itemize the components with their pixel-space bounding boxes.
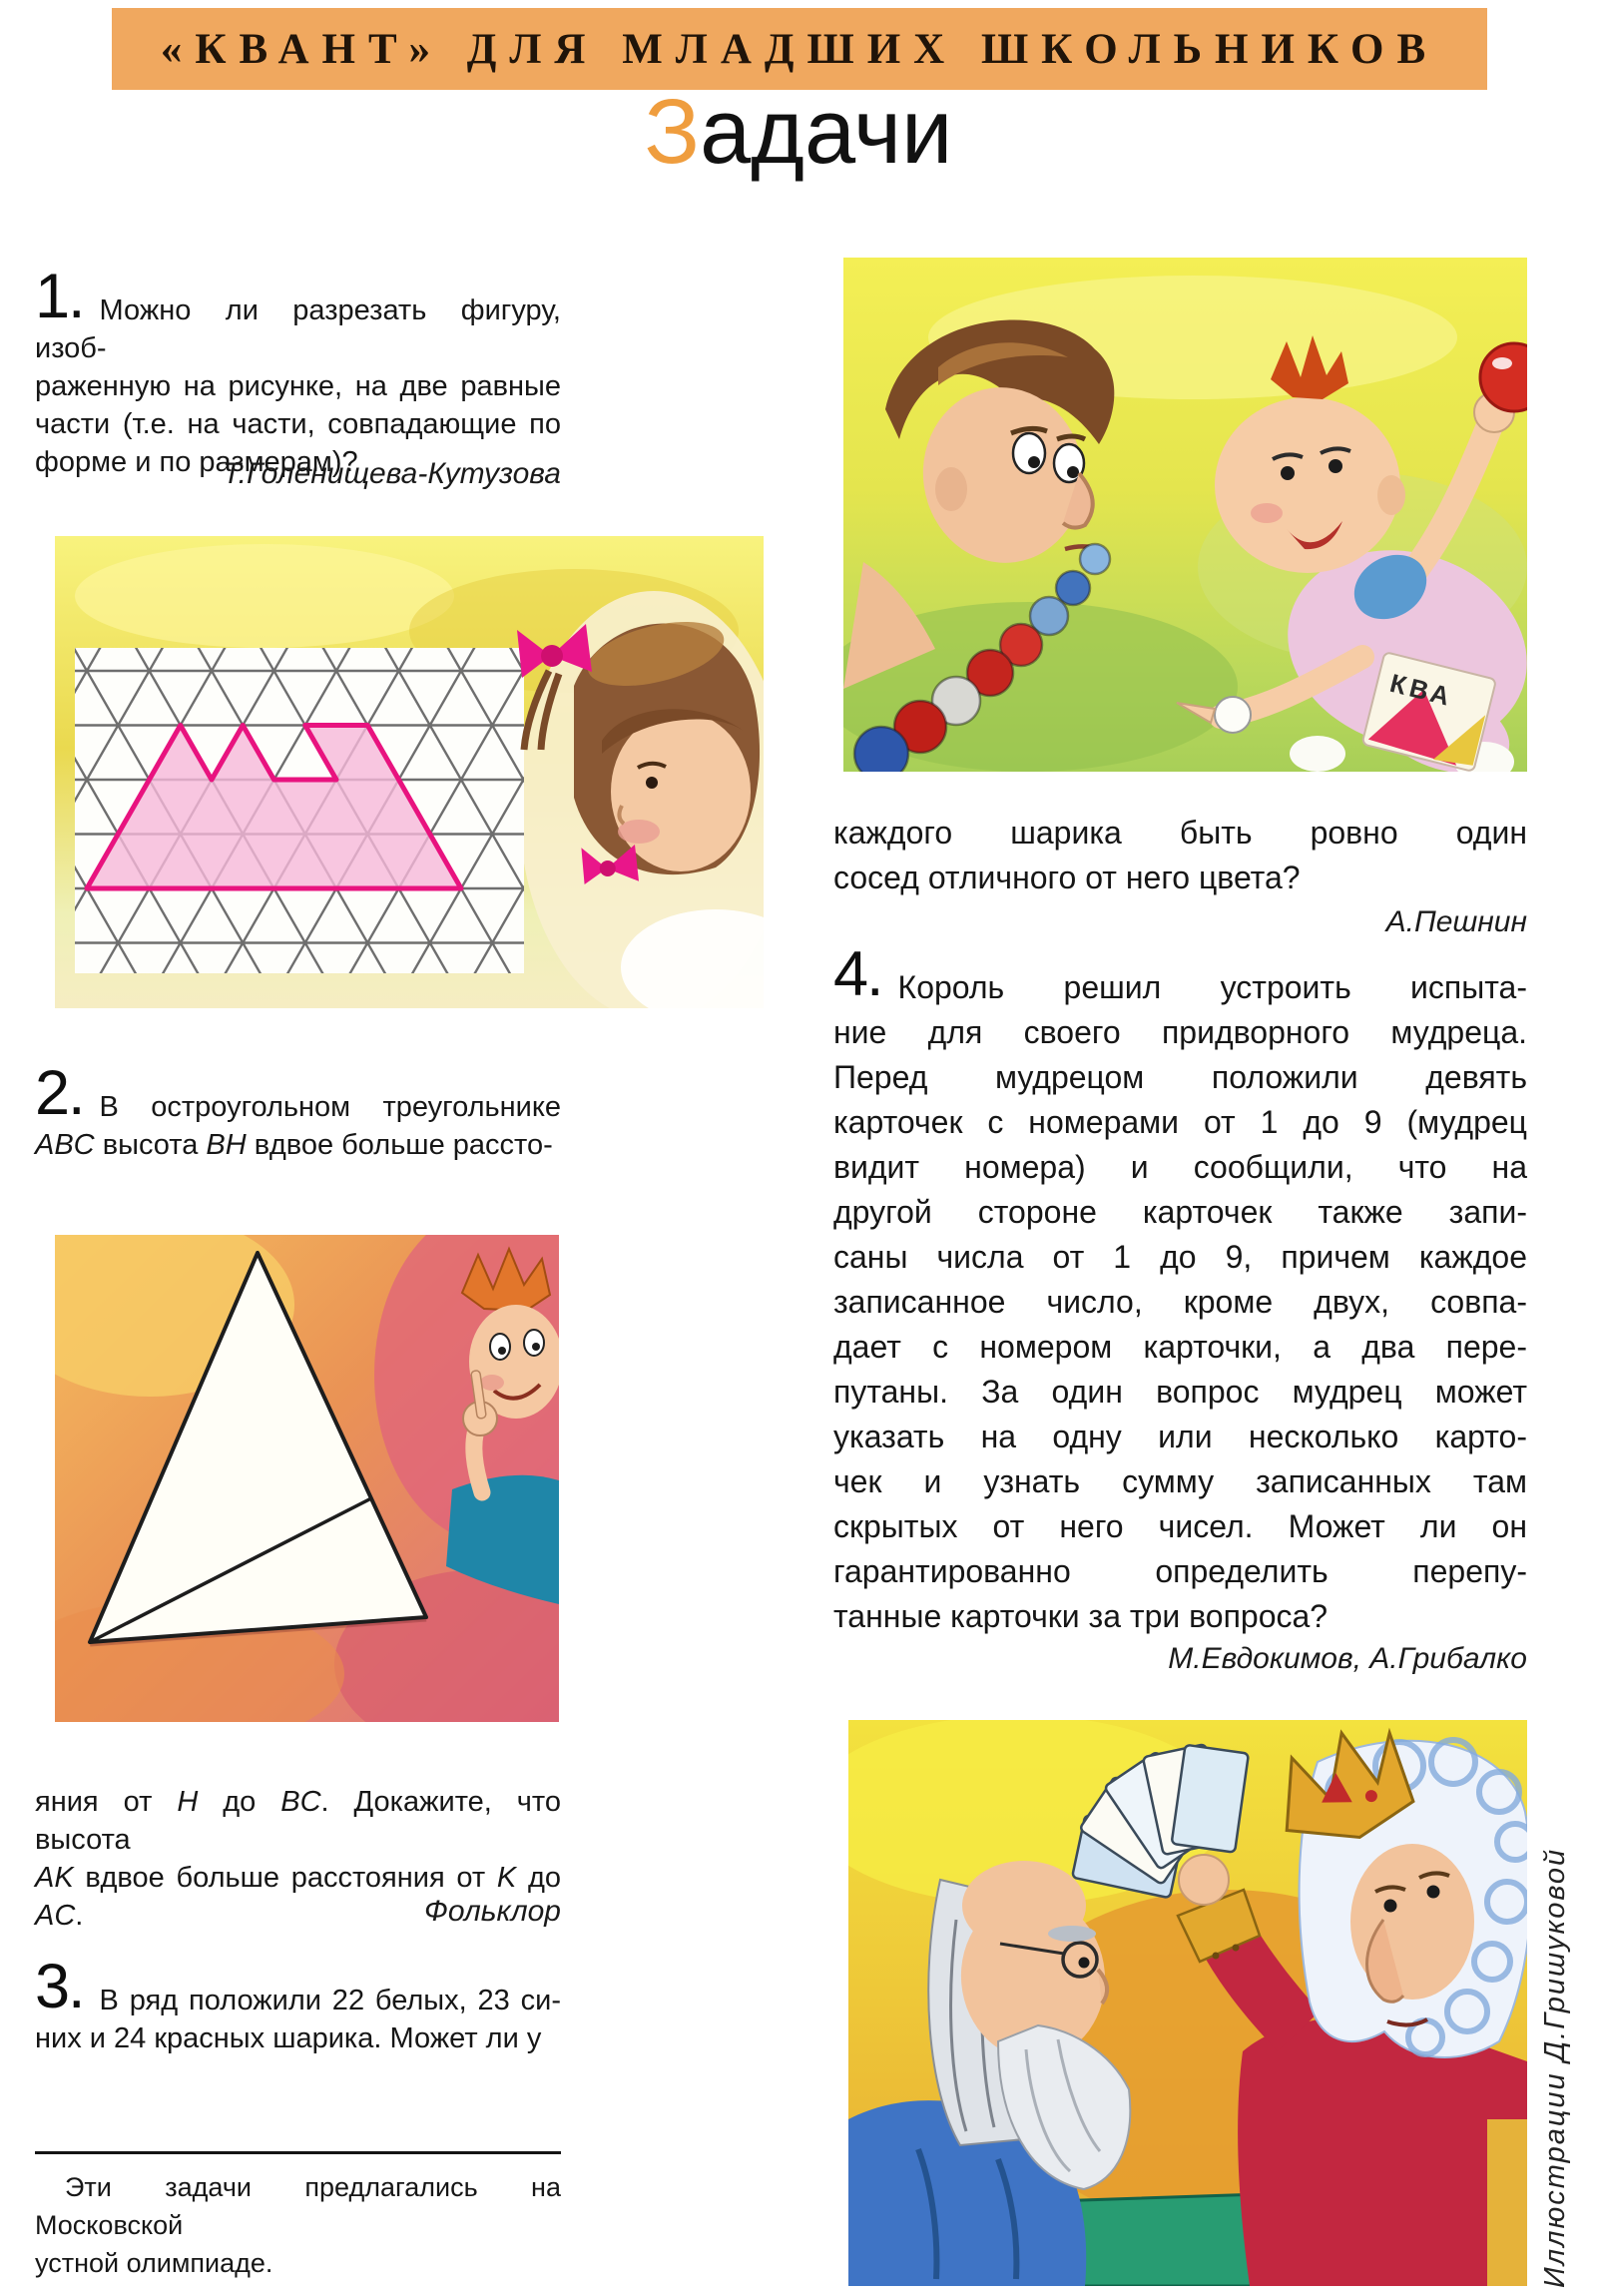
problem-4-text (833, 965, 1527, 1639)
ball-blue (1080, 544, 1110, 574)
text-line: записанное число, кроме двух, совпа- (833, 1284, 1527, 1320)
ball-blue (854, 727, 908, 772)
page-title-accent-letter: З (644, 81, 701, 183)
page-title (0, 81, 1597, 183)
man-ear (935, 467, 967, 511)
problem-1-author: Т.Голенищева-Кутузова (223, 457, 561, 490)
cuff-dot (1213, 1953, 1220, 1960)
boy-blush (480, 1375, 504, 1391)
text-line: Эти задачи предлагались на Московской (35, 2172, 561, 2240)
text-line: каждого шарика быть ровно один (833, 815, 1527, 851)
baby-cuff (1215, 697, 1251, 733)
problem-4 (833, 939, 1527, 1639)
text-line: путаны. За один вопрос мудрец может (833, 1374, 1527, 1410)
text-line: устной олимпиаде. (35, 2248, 273, 2278)
problem-4-number: 4. (833, 939, 882, 1009)
problem-3-continued (833, 811, 1527, 900)
king-hand (1179, 1855, 1229, 1905)
king-eye (1384, 1900, 1397, 1913)
man-pupil (1028, 456, 1040, 468)
footnote-rule (35, 2151, 561, 2154)
boy-pupil (498, 1347, 506, 1355)
illustration-man-baby-balls (843, 258, 1527, 772)
text-line: Можно ли разрезать фигуру, изоб- (35, 294, 561, 364)
text-line: Король решил устроить испыта- (897, 969, 1527, 1005)
problem-4-authors: М.Евдокимов, А.Грибалко (1168, 1642, 1527, 1675)
banner-title: «КВАНТ» ДЛЯ МЛАДШИХ ШКОЛЬНИКОВ (160, 25, 1439, 73)
boy-pupil (532, 1343, 540, 1351)
problem-3-text (35, 1982, 561, 2057)
problem-3-author: А.Пешнин (1385, 905, 1527, 938)
problem-2-text (35, 1088, 561, 1164)
text-line: танные карточки за три вопроса? (833, 1598, 1329, 1634)
problem-1-number: 1. (35, 262, 84, 331)
text-line: раженную на рисунке, на две равные (35, 370, 561, 402)
text-line: Перед мудрецом положили девять (833, 1059, 1527, 1095)
problem-2 (35, 1058, 561, 1164)
sage-eye (1079, 1958, 1090, 1969)
text-line: В ряд положили 22 белых, 23 си- (99, 1985, 561, 2016)
text-line: AC. (35, 1900, 84, 1932)
text-line: чек и узнать сумму записанных там (833, 1463, 1527, 1499)
illustration-triangle-boy (55, 1235, 559, 1722)
baby-blush (1251, 503, 1283, 523)
baby-foot (1290, 736, 1345, 772)
text-line: видит номера) и сообщили, что на (833, 1149, 1527, 1185)
text-line: сосед отличного от него цвета? (833, 860, 1301, 895)
problem-2-author: Фольклор (423, 1895, 561, 1928)
playing-card (1172, 1745, 1249, 1853)
robe-gold-trim (1487, 2119, 1527, 2286)
text-line: яния от H до BC. Докажите, что высота (35, 1786, 561, 1856)
text-line: форме и по размерам)? (35, 446, 358, 478)
text-line: ние для своего придворного мудреца. (833, 1014, 1527, 1050)
baby-eye (1329, 459, 1342, 473)
grid-figure-illustration (55, 536, 764, 1008)
page-title-rest: адачи (700, 81, 953, 183)
text-line: части (т.е. на части, совпадающие по (35, 408, 561, 440)
triangle-illustration (55, 1235, 559, 1722)
cuff-dot (1233, 1945, 1240, 1952)
girl-eye (646, 777, 658, 789)
ball-glint (1492, 357, 1512, 369)
problem-3-continued-text (833, 811, 1527, 900)
yellow-wash (75, 544, 454, 648)
illustration-grid-figure-girl (55, 536, 764, 1008)
problem-3 (35, 1952, 561, 2057)
text-line: саны числа от 1 до 9, причем каждое (833, 1239, 1527, 1275)
king-robe (1238, 2015, 1527, 2286)
footnote (35, 2168, 561, 2282)
problem-3-number: 3. (35, 1952, 84, 2021)
text-line: них и 24 красных шарика. Может ли у (35, 2022, 542, 2054)
text-line: скрытых от него чисел. Может ли он (833, 1508, 1527, 1544)
illustration-credit-caption: Иллюстрации Д.Гришуковой (1539, 1847, 1571, 2288)
problem-1 (35, 262, 561, 481)
baby-eye (1281, 466, 1295, 480)
illustration-sage-king-cards (848, 1720, 1527, 2286)
man-eye (1013, 433, 1045, 473)
text-line: В остроугольном треугольнике (99, 1091, 561, 1123)
text-line: ABC высота BH вдвое больше рассто- (35, 1129, 553, 1161)
text-line: другой стороне карточек также запи- (833, 1194, 1527, 1230)
problem-1-text (35, 291, 561, 481)
king-illustration (848, 1720, 1527, 2286)
text-line: карточек с номерами от 1 до 9 (мудрец (833, 1104, 1527, 1140)
boy-eye (490, 1334, 510, 1360)
header-banner (112, 8, 1487, 90)
footnote-text (35, 2168, 561, 2282)
baby-ear (1377, 475, 1405, 515)
text-line: указать на одну или несколько карто- (833, 1419, 1527, 1454)
magazine-title-label: КВА (1386, 667, 1457, 713)
sage-eyebrow (1048, 1926, 1096, 1942)
text-line: AK вдвое больше расстояния от K до (35, 1862, 562, 1894)
text-line: гарантированно определить перепу- (833, 1553, 1527, 1589)
man-pupil (1067, 466, 1079, 478)
text-line: дает с номером карточки, а два пере- (833, 1329, 1527, 1365)
king-eye (1427, 1886, 1440, 1899)
balls-illustration (843, 258, 1527, 772)
problem-2-number: 2. (35, 1058, 84, 1128)
boy-eye (524, 1330, 544, 1356)
